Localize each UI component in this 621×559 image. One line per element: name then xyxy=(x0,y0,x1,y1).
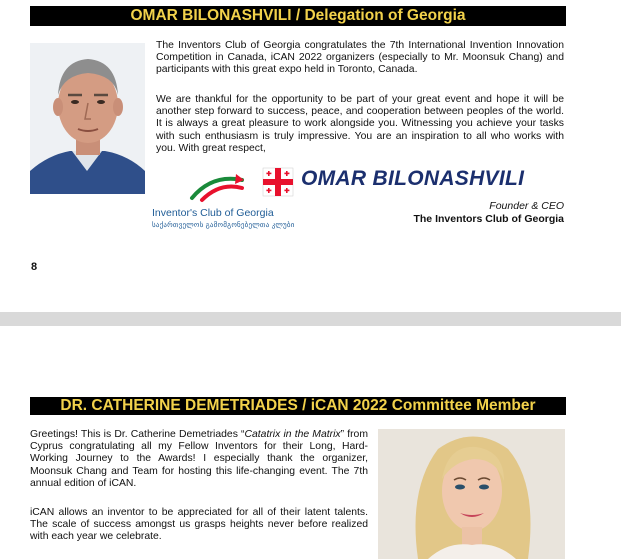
portrait-photo-bilonashvili xyxy=(30,43,145,194)
signer-organization: The Inventors Club of Georgia xyxy=(413,213,564,225)
section-banner-demetriades: DR. CATHERINE DEMETRIADES / iCAN 2022 Committee Member xyxy=(30,397,566,415)
portrait-photo-demetriades xyxy=(378,429,565,559)
greeting-text-italic: Catatrix in the Matrix xyxy=(244,429,341,440)
section-banner-bilonashvili: OMAR BILONASHVILI / Delegation of Georgia xyxy=(30,6,566,26)
signer-role: Founder & CEO xyxy=(489,200,564,212)
signature-name: OMAR BILONASHVILI xyxy=(301,167,525,190)
greeting-paragraph-demetriades xyxy=(30,429,368,490)
logo-name-text: Inventor's Club of Georgia xyxy=(152,207,274,219)
greeting-text-start: Greetings! This is Dr. Catherine Demetriades “ xyxy=(30,429,245,440)
document-page-9 xyxy=(0,326,621,559)
logo-subtitle-text: საქართველოს გამომგონებელთა კლუბი xyxy=(152,222,295,229)
page-number: 8 xyxy=(31,261,38,273)
greeting-text-end: ” from Cyprus congratulating all my Fellow Inventors for their Long, Hard-Working Journey to the Awards! I especially thank the organizer, Moonsuk Chang and Team for hosting this life-changing event. The 7th annual edition of iCAN. xyxy=(30,429,368,489)
ican-paragraph: iCAN allows an inventor to be appreciated for all of their latent talents. The scale of success amongst us grasps heights never before realized with each year we celebrate. xyxy=(30,507,368,543)
greeting-paragraph: The Inventors Club of Georgia congratulates the 7th International Invention Innovation Competition in Canada, iCAN 2022 organizers (especially to Mr. Moonsuk Chang) and participants with this great expo held in Toronto, Canada. xyxy=(156,40,564,76)
thanks-paragraph: We are thankful for the opportunity to be part of your great event and hope it will be another step forward to success, peace, and cooperation between peoples of the world. It is always a great pleasure to work alongside you. Witnessing you achieve your tasks with such enthusiasm is truly impressive. You are an inspiration to all who works with you. With great respect, xyxy=(156,94,564,154)
page-separator xyxy=(0,312,621,326)
